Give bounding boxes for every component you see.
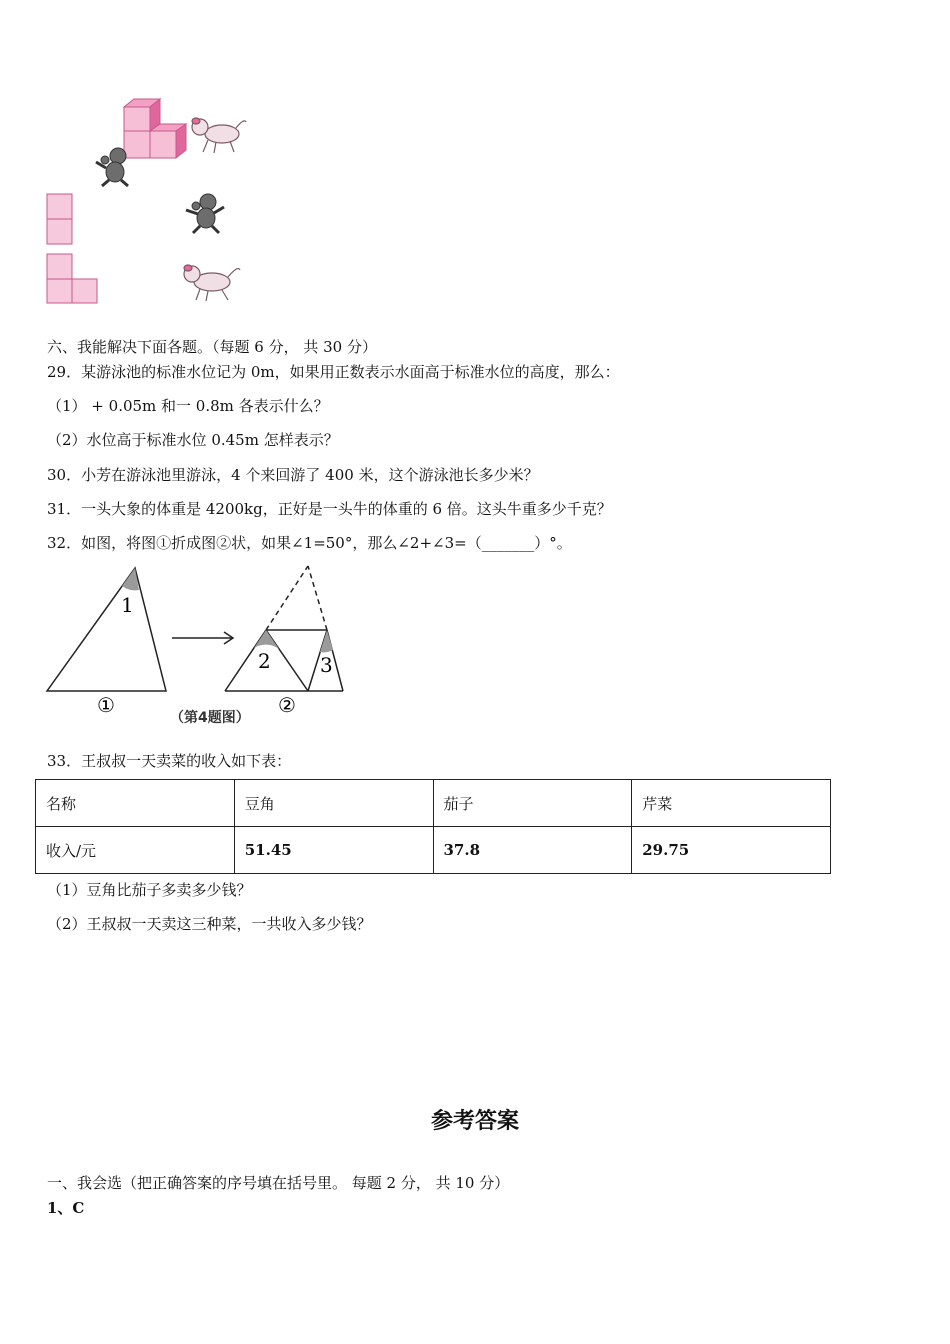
triangle-1 <box>47 568 166 691</box>
dog-icon <box>192 118 246 153</box>
question-30: 30．小芳在游泳池里游泳，4 个来回游了 400 米，这个游泳池长多少米？ <box>47 466 539 484</box>
question-29: 29．某游泳池的标准水位记为 0m，如果用正数表示水面高于标准水位的高度，那么： <box>47 363 620 381</box>
section6-heading: 六、我能解决下面各题。（每题 6 分， 共 30 分） <box>47 338 377 356</box>
table-cell: 29.75 <box>632 827 831 874</box>
view-side <box>47 254 97 303</box>
answers-section1: 一、我会选（把正确答案的序号填在括号里。 每题 2 分， 共 10 分） <box>47 1174 510 1192</box>
table-cell: 芹菜 <box>632 780 831 827</box>
monkey-icon <box>96 148 128 186</box>
income-table <box>35 779 831 874</box>
monkey-icon <box>186 194 224 233</box>
table-cell: 51.45 <box>234 827 433 874</box>
table-cell: 名称 <box>36 780 235 827</box>
angle-3-label: 3 <box>320 653 333 677</box>
view-front <box>47 194 72 244</box>
question-29-2: （2）水位高于标准水位 0.45m 怎样表示？ <box>47 431 339 449</box>
dog-icon <box>184 265 240 301</box>
table-cell: 豆角 <box>234 780 433 827</box>
question-33: 33．王叔叔一天卖菜的收入如下表： <box>47 752 292 770</box>
question-33-2: （2）王叔叔一天卖这三种菜，一共收入多少钱？ <box>47 915 372 933</box>
question-29-1: （1） + 0.05m 和一 0.8m 各表示什么？ <box>47 397 329 415</box>
answer-1: 1、C <box>47 1199 85 1217</box>
table-header-row <box>36 780 831 827</box>
angle-1-label: 1 <box>121 593 134 617</box>
answers-title: 参考答案 <box>430 1108 519 1134</box>
arrow-icon <box>172 632 233 644</box>
table-cell: 收入/元 <box>36 827 235 874</box>
cube-stack <box>124 99 186 158</box>
figure-2-label: ② <box>278 693 296 717</box>
triangle-fold-figure <box>0 560 400 735</box>
figure-1-label: ① <box>97 693 115 717</box>
figure-caption: （第4题图） <box>170 710 250 726</box>
question-32: 32．如图，将图①折成图②状，如果∠1=50°，那么∠2+∠3=（_______）°。 <box>47 534 572 552</box>
question-33-1: （1）豆角比茄子多卖多少钱？ <box>47 881 252 899</box>
cube-views-illustration <box>0 0 950 320</box>
table-cell: 茄子 <box>433 780 632 827</box>
table-row <box>36 827 831 874</box>
question-31: 31．一头大象的体重是 4200kg，正好是一头牛的体重的 6 倍。这头牛重多少千克？ <box>47 500 612 518</box>
angle-2-label: 2 <box>258 649 271 673</box>
table-cell: 37.8 <box>433 827 632 874</box>
